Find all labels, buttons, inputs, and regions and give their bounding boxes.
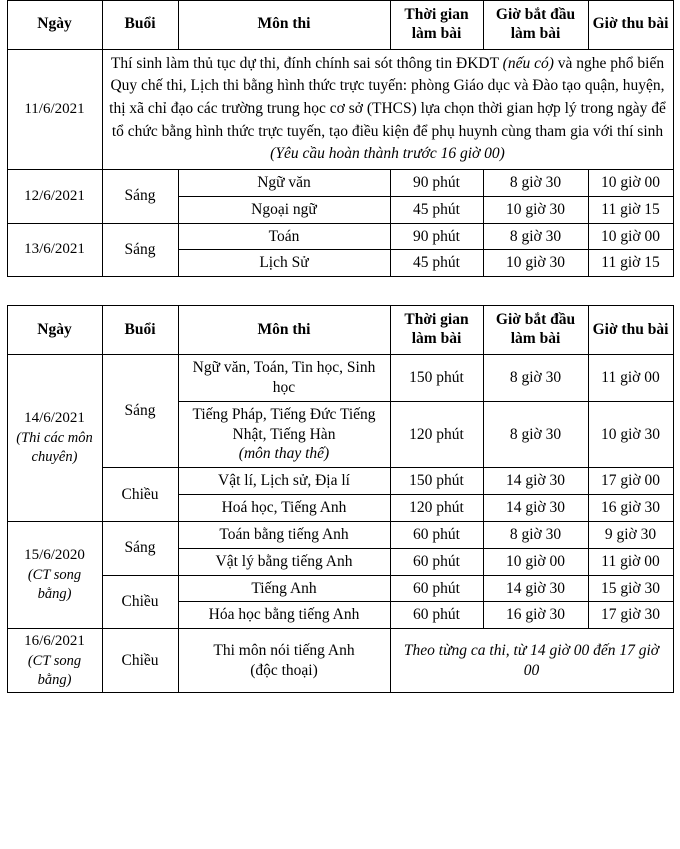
cell-date-value: 15/6/2020	[24, 547, 85, 564]
cell-duration: 60 phút	[390, 575, 483, 602]
table-row	[7, 223, 673, 250]
cell-session: Chiều	[102, 629, 178, 693]
cell-start-time: 8 giờ 30	[483, 355, 588, 402]
cell-date-value: 16/6/2021	[24, 633, 85, 650]
header-start-line2: làm bài	[510, 330, 561, 348]
cell-end-time: 11 giờ 00	[588, 355, 673, 402]
table-row	[7, 468, 673, 495]
table-row	[7, 49, 673, 169]
cell-end-time: 10 giờ 00	[588, 223, 673, 250]
cell-end-time: 11 giờ 15	[588, 250, 673, 277]
cell-subject-value: Tiếng Pháp, Tiếng Đức Tiếng Nhật, Tiếng Hàn	[192, 405, 376, 443]
cell-duration: 60 phút	[390, 521, 483, 548]
table-header-row	[7, 1, 673, 50]
header-date-line1: Ngày	[37, 15, 72, 33]
cell-date-note: (CT song bằng)	[27, 566, 82, 602]
cell-date: 11/6/2021	[7, 49, 102, 169]
table-row	[7, 169, 673, 196]
header-session-line1: Buổi	[124, 320, 156, 338]
cell-end-time: 15 giờ 30	[588, 575, 673, 602]
cell-end-time: 10 giờ 00	[588, 169, 673, 196]
header-end-line1: Giờ thu bài	[592, 15, 669, 33]
paragraph-part-4: (Yêu cầu hoàn thành trước 16 giờ 00)	[270, 145, 505, 163]
cell-start-time: 8 giờ 30	[483, 169, 588, 196]
header-duration-line1: Thời gian	[404, 6, 469, 23]
cell-subject: Vật lí, Lịch sử, Địa lí	[178, 468, 390, 495]
header-start-time	[483, 1, 588, 50]
cell-start-time: 14 giờ 30	[483, 468, 588, 495]
table-row	[7, 521, 673, 548]
cell-subject: Lịch Sử	[178, 250, 390, 277]
header-start-time	[483, 306, 588, 355]
cell-duration: 150 phút	[390, 355, 483, 402]
cell-subject-note: (môn thay thế)	[238, 445, 330, 463]
header-duration-line1: Thời gian	[404, 311, 469, 329]
cell-duration: 150 phút	[390, 468, 483, 495]
cell-subject-line1: Thi môn nói tiếng Anh	[213, 641, 355, 659]
cell-date-note: (CT song bằng)	[27, 652, 82, 688]
cell-session: Sáng	[102, 223, 178, 277]
header-session-line1: Buổi	[124, 15, 156, 33]
header-start-line2: làm bài	[510, 24, 561, 42]
paragraph-part-2: (nếu có)	[502, 54, 554, 72]
cell-subject: Toán bằng tiếng Anh	[178, 521, 390, 548]
header-date	[7, 1, 102, 50]
table-row	[7, 355, 673, 402]
header-subject	[178, 1, 390, 50]
header-session	[102, 1, 178, 50]
cell-session: Sáng	[102, 355, 178, 468]
cell-subject-line2: (độc thoại)	[250, 661, 318, 679]
header-date	[7, 306, 102, 355]
table-spacer	[0, 277, 680, 305]
schedule-table-1	[7, 0, 674, 277]
cell-duration: 120 phút	[390, 495, 483, 522]
cell-start-time: 10 giờ 00	[483, 548, 588, 575]
cell-session: Chiều	[102, 575, 178, 629]
paragraph-part-3: và nghe phổ biến Quy chế thi, Lịch thi bằng hình thức trực tuyến: phòng Giáo dục và Đào tạo quận, huyện, thị xã chỉ đạo các trường trung học cơ sở (THCS) lựa chọn thời gian hợp lý trong ngày để tổ chức bằng hình thức trực tuyến, tạo điều kiện để phụ huynh cùng tham gia với thí sinh	[109, 54, 666, 140]
cell-subject: Ngữ văn	[178, 169, 390, 196]
header-session	[102, 306, 178, 355]
header-subject-line1: Môn thi	[257, 15, 311, 33]
cell-end-time: 11 giờ 15	[588, 196, 673, 223]
cell-subject: Tiếng Anh	[178, 575, 390, 602]
table-row	[7, 629, 673, 693]
cell-end-time: 17 giờ 00	[588, 468, 673, 495]
cell-duration: 120 phút	[390, 401, 483, 467]
cell-end-time: 9 giờ 30	[588, 521, 673, 548]
cell-date: 13/6/2021	[7, 223, 102, 277]
header-subject-line1: Môn thi	[257, 320, 311, 338]
cell-end-time: 11 giờ 00	[588, 548, 673, 575]
header-duration	[390, 306, 483, 355]
cell-start-time: 14 giờ 30	[483, 575, 588, 602]
header-end-time	[588, 306, 673, 355]
cell-end-time: 16 giờ 30	[588, 495, 673, 522]
cell-date-note: (Thi các môn chuyên)	[16, 429, 93, 465]
header-start-line1: Giờ bắt đầu	[495, 311, 576, 329]
cell-start-time: 8 giờ 30	[483, 521, 588, 548]
cell-oral-exam-note: Theo từng ca thi, từ 14 giờ 00 đến 17 giờ 00	[390, 629, 673, 693]
cell-start-time: 14 giờ 30	[483, 495, 588, 522]
cell-procedure-paragraph	[102, 49, 673, 169]
cell-subject	[178, 401, 390, 467]
cell-start-time: 16 giờ 30	[483, 602, 588, 629]
header-end-line1: Giờ thu bài	[592, 320, 669, 338]
table-header-row	[7, 306, 673, 355]
cell-session: Sáng	[102, 521, 178, 575]
cell-duration: 60 phút	[390, 602, 483, 629]
cell-subject	[178, 629, 390, 693]
header-subject	[178, 306, 390, 355]
cell-subject: Toán	[178, 223, 390, 250]
cell-duration: 90 phút	[390, 223, 483, 250]
cell-subject: Hóa học bằng tiếng Anh	[178, 602, 390, 629]
cell-start-time: 8 giờ 30	[483, 223, 588, 250]
cell-start-time: 10 giờ 30	[483, 250, 588, 277]
header-duration-line2: làm bài	[411, 330, 462, 348]
schedule-table-2	[7, 305, 674, 693]
cell-start-time: 10 giờ 30	[483, 196, 588, 223]
cell-session: Chiều	[102, 468, 178, 522]
cell-duration: 45 phút	[390, 250, 483, 277]
cell-date-value: 14/6/2021	[24, 410, 85, 427]
header-start-line1: Giờ bắt đầu	[495, 6, 576, 23]
cell-subject: Ngữ văn, Toán, Tin học, Sinh học	[178, 355, 390, 402]
cell-date	[7, 521, 102, 628]
paragraph-part-1: Thí sinh làm thủ tục dự thi, đính chính sai sót thông tin ĐKDT	[110, 54, 503, 72]
cell-session: Sáng	[102, 169, 178, 223]
cell-date: 12/6/2021	[7, 169, 102, 223]
cell-subject: Ngoại ngữ	[178, 196, 390, 223]
table-row	[7, 575, 673, 602]
header-duration	[390, 1, 483, 50]
header-duration-line2: làm bài	[411, 24, 462, 42]
cell-start-time: 8 giờ 30	[483, 401, 588, 467]
cell-subject: Vật lý bằng tiếng Anh	[178, 548, 390, 575]
cell-duration: 90 phút	[390, 169, 483, 196]
header-end-time	[588, 1, 673, 50]
cell-date	[7, 629, 102, 693]
cell-subject: Hoá học, Tiếng Anh	[178, 495, 390, 522]
cell-date	[7, 355, 102, 522]
cell-duration: 60 phút	[390, 548, 483, 575]
cell-duration: 45 phút	[390, 196, 483, 223]
cell-end-time: 17 giờ 30	[588, 602, 673, 629]
header-date-line1: Ngày	[37, 320, 72, 338]
cell-end-time: 10 giờ 30	[588, 401, 673, 467]
